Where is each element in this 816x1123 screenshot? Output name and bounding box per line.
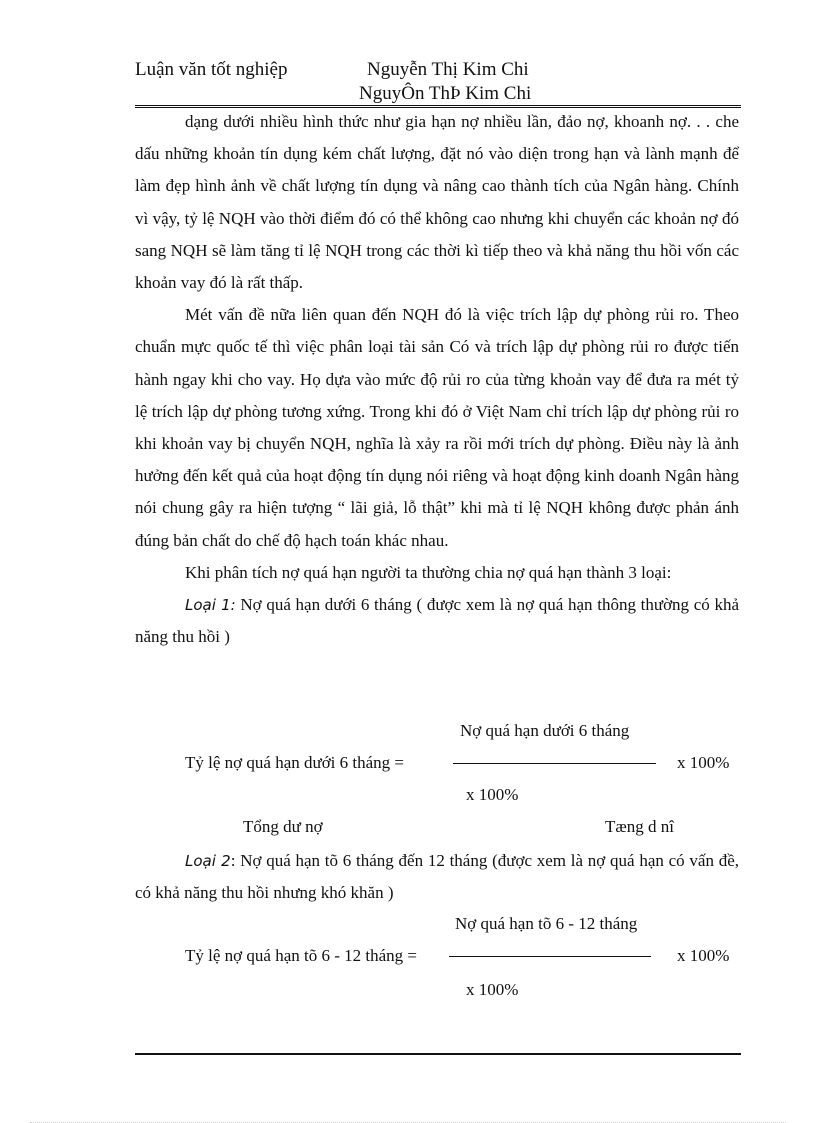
formula-1-lhs: Tỷ lệ nợ quá hạn dưới 6 tháng = (185, 753, 405, 772)
loai-2-text: : Nợ quá hạn tõ 6 tháng đến 12 tháng (được xem là nợ quá hạn có vấn đề, có khả năng thu hồi nhưng khó khăn ) (135, 851, 739, 903)
formula-1-fraction-bar (453, 763, 656, 764)
body-text-block (135, 106, 739, 653)
formula-1-multiplier-below: x 100% (466, 785, 519, 804)
formula-2-fraction-bar (449, 956, 651, 957)
author-name-alt: NguyÔn ThÞ Kim Chi (359, 83, 532, 104)
formula-2-multiplier-below: x 100% (466, 980, 519, 999)
formula-2-numerator: Nợ quá hạn tõ 6 - 12 tháng (455, 914, 638, 933)
formula-1-denominator: Tổng dư nợ (243, 817, 323, 836)
loai-1-label: Loại 1: (185, 596, 236, 615)
loai-2-block (135, 845, 739, 909)
paragraph-3: Khi phân tích nợ quá hạn người ta thường chia nợ quá hạn thành 3 loại: (185, 562, 672, 582)
loai-1-text: Nợ quá hạn dưới 6 tháng ( được xem là nợ quá hạn thông thường có khả năng thu hồi ) (135, 595, 740, 647)
formula-1-numerator: Nợ quá hạn dưới 6 tháng (460, 721, 630, 740)
document-title: Luận văn tốt nghiệp (135, 59, 288, 80)
loai-2-label: Loại 2 (185, 852, 231, 870)
formula-2-multiplier: x 100% (677, 946, 730, 965)
formula-1-multiplier: x 100% (677, 753, 730, 772)
formula-2-lhs: Tỷ lệ nợ quá hạn tõ 6 - 12 tháng = (185, 946, 417, 965)
formula-1-stray-text: Tæng d nî (605, 817, 674, 836)
loai-1-paragraph (135, 589, 739, 653)
author-name: Nguyễn Thị Kim Chi (367, 59, 529, 80)
footer-rule (135, 1053, 741, 1055)
paragraph-1: dạng dưới nhiều hình thức như gia hạn nợ nhiều lần, đảo nợ, khoanh nợ. . . che dấu những khoản tín dụng kém chất lượng, đặt nó vào diện trong hạn và lành mạnh để làm đẹp hình ảnh về chất lượng tín dụng và nâng cao thành tích của Ngân hàng. Chính vì vậy, tỷ lệ NQH vào thời điểm đó có thể không cao nhưng khi chuyển các khoản nợ đó sang NQH sẽ làm tăng tỉ lệ NQH trong các thời kì tiếp theo và khả năng thu hồi vốn các khoản vay đó là rất thấp. (135, 112, 739, 293)
paragraph-2: Mét vấn đề nữa liên quan đến NQH đó là việc trích lập dự phòng rủi ro. Theo chuẩn mực quốc tế thì việc phân loại tài sản Có và trích lập dự phòng rủi ro được tiến hành ngay khi cho vay. Họ dựa vào mức độ rủi ro của từng khoản vay để đưa ra mét tỷ lệ trích lập dự phòng tương xứng. Trong khi đó ở Việt Nam chỉ trích lập dự phòng rủi ro khi khoản vay bị chuyển NQH, nghĩa là xảy ra rồi mới trích dự phòng. Điều này là ảnh hưởng đến kết quả của hoạt động tín dụng nói riêng và hoạt động kinh doanh Ngân hàng nói chung gây ra hiện tượng “ lãi giả, lỗ thật” khi mà tỉ lệ NQH không được phản ánh đúng bản chất do chế độ hạch toán khác nhau. (135, 305, 739, 550)
loai-2-paragraph (135, 845, 739, 909)
